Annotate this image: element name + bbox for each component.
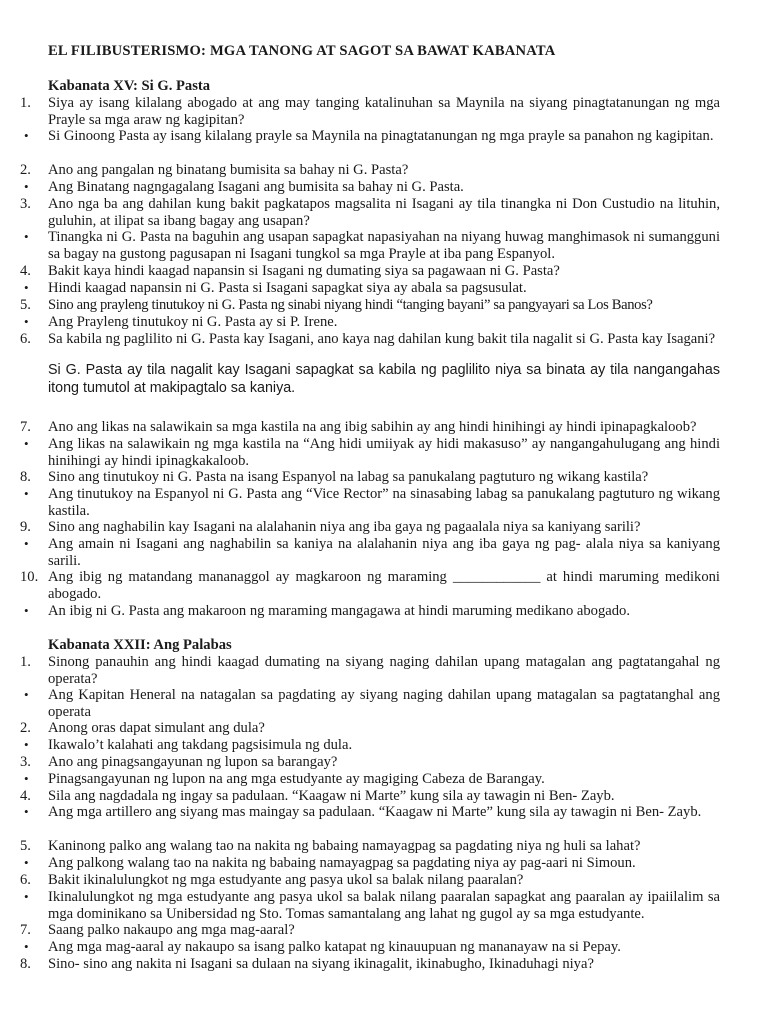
question-item: [20, 956, 720, 973]
list-marker: 4.: [20, 788, 31, 804]
list-marker: 5.: [20, 838, 31, 854]
bullet-icon: •: [24, 687, 29, 702]
question-item: [20, 95, 720, 129]
question-item: [20, 469, 720, 486]
answer-item: [20, 280, 720, 297]
question-item: [20, 720, 720, 737]
bullet-icon: •: [24, 314, 29, 329]
question-item: [20, 519, 720, 536]
question-text: Sa kabila ng paglilito ni G. Pasta kay Isagani, ano kaya nag dahilan kung bakit tila nagalit si G. Pasta kay Isagani?: [48, 331, 716, 347]
question-text: Kaninong palko ang walang tao na nakita ng babaing namayagpag sa pagdating niya ng huli sa lahat?: [48, 838, 641, 854]
list-marker: 2.: [20, 720, 31, 736]
answer-text: Tinangka ni G. Pasta na baguhin ang usapan sapagkat napasiyahan na niyang huwag manghimasok ni sumangguni sa bagay na gustong pagusapan ni Isagani tungkol sa mga Prayle at iba pang Espanyol.: [48, 229, 720, 262]
bullet-icon: •: [24, 855, 29, 870]
question-item: [20, 162, 720, 179]
answer-text: Ang Prayleng tinutukoy ni G. Pasta ay si P. Irene.: [48, 314, 338, 330]
bullet-icon: •: [24, 737, 29, 752]
list-marker: 1.: [20, 654, 31, 670]
question-text: Sino ang prayleng tinutukoy ni G. Pasta ng sinabi niyang hindi “tanging bayani” sa pangyayari sa Los Banos?: [48, 297, 653, 313]
list-marker: 10.: [20, 569, 39, 585]
answer-text: Si Ginoong Pasta ay isang kilalang prayle sa Maynila na pinagtatanungan ng mga prayle sa panahon ng kagipitan.: [48, 128, 714, 144]
answer-item: [20, 536, 720, 570]
question-item: [20, 297, 720, 314]
answer-item: [20, 603, 720, 620]
question-text: Ano ang pangalan ng binatang bumisita sa bahay ni G. Pasta?: [48, 162, 409, 178]
question-text: Ano nga ba ang dahilan kung bakit pagkatapos magsalita ni Isagani ay tila tinangka ni Don Custudio na lituhin, guluhin, at ilipat sa ibang bagay ang usapan?: [48, 196, 720, 229]
list-marker: 6.: [20, 331, 31, 347]
answer-item: [20, 804, 720, 821]
question-text: Sino ang naghabilin kay Isagani na alalahanin niya ang iba gaya ng pagaalala niya sa kaniyang sarili?: [48, 519, 641, 535]
question-item: [20, 654, 720, 688]
answer-text-6: Si G. Pasta ay tila nagalit kay Isagani sapagkat sa kabila ng paglilito niya sa binata ay tila nangangahas itong tumutol at makipagtalo sa kaniya.: [48, 362, 720, 396]
question-text: Sila ang nagdadala ng ingay sa padulaan. “Kaagaw ni Marte” kung sila ay tawagin ni Ben- Zayb.: [48, 788, 615, 804]
list-marker: 9.: [20, 519, 31, 535]
answer-item: [20, 939, 720, 956]
question-text: Sinong panauhin ang hindi kaagad dumating na siyang naging dahilan upang matagalan ang pagtatangahal ng operata?: [48, 654, 720, 687]
bullet-icon: •: [24, 804, 29, 819]
question-item: [20, 419, 720, 436]
answer-item: [20, 436, 720, 470]
question-item: [20, 331, 720, 348]
answer-text: Pinagsangayunan ng lupon na ang mga estudyante ay magiging Cabeza de Barangay.: [48, 771, 545, 787]
answer-text: Ang mga mag-aaral ay nakaupo sa isang palko katapat ng kinauupuan ng mananayaw na si Pepay.: [48, 939, 621, 955]
answer-text: Ang Binatang nagngagalang Isagani ang bumisita sa bahay ni G. Pasta.: [48, 179, 464, 195]
question-text: Saang palko nakaupo ang mga mag-aaral?: [48, 922, 295, 938]
answer-text: Ikawalo’t kalahati ang takdang pagsisimula ng dula.: [48, 737, 353, 753]
answer-text: Ikinalulungkot ng mga estudyante ang pasya ukol sa balak nilang paaralan sapagkat ang paaralan ay ipaiilalim sa mga dominikano sa Unibersidad ng Sto. Tomas samantalang ang lahat ng gugol ay sa mga estudyante.: [48, 889, 720, 922]
answer-text: Ang mga artillero ang siyang mas maingay sa padulaan. “Kaagaw ni Marte” kung sila ay tawagin ni Ben- Zayb.: [48, 804, 702, 820]
bullet-icon: •: [24, 939, 29, 954]
answer-item: [20, 889, 720, 923]
answer-item: [20, 314, 720, 331]
answer-item: [20, 771, 720, 788]
question-text: Ang ibig ng matandang mananaggol ay magkaroon ng maraming ____________ at hindi maruming medikoni abogado.: [48, 569, 720, 602]
list-marker: 6.: [20, 872, 31, 888]
list-marker: 2.: [20, 162, 31, 178]
list-marker: 5.: [20, 297, 31, 313]
answer-text: Ang likas na salawikain ng mga kastila na “Ang hidi umiiyak ay hidi makasuso” ay nangangahulugang ang hindi hinihingi ay hindi ipinagkakaloob.: [48, 436, 720, 469]
answer-text: An ibig ni G. Pasta ang makaroon ng maraming mangagawa at hindi maruming medikano abogado.: [48, 603, 630, 619]
list-marker: 3.: [20, 754, 31, 770]
answer-text: Ang Kapitan Heneral na natagalan sa pagdating ay siyang naging dahilan upang matagalan sa pagtatanghal ang operata: [48, 687, 720, 720]
answer-item: [20, 229, 720, 263]
bullet-icon: •: [24, 486, 29, 501]
question-text: Bakit ikinalulungkot ng mga estudyante ang pasya ukol sa balak nilang paaralan?: [48, 872, 524, 888]
bullet-icon: •: [24, 179, 29, 194]
bullet-icon: •: [24, 536, 29, 551]
question-text: Sino- sino ang nakita ni Isagani sa dulaan na siyang ikinagalit, ikinabugho, Ikinaduhagi niya?: [48, 956, 594, 972]
bullet-icon: •: [24, 128, 29, 143]
bullet-icon: •: [24, 280, 29, 295]
question-item: [20, 569, 720, 603]
question-text: Siya ay isang kilalang abogado at ang may tanging katalinuhan sa Maynila na siyang pinagtatanungan ng mga Prayle sa mga araw ng kagipitan?: [48, 95, 720, 128]
answer-item: [20, 687, 720, 721]
answer-text: Ang amain ni Isagani ang naghabilin sa kaniya na alalahanin niya ang iba gaya ng pag- alala niya sa kaniyang sarili.: [48, 536, 720, 569]
bullet-icon: •: [24, 889, 29, 904]
list-marker: 8.: [20, 469, 31, 485]
list-marker: 7.: [20, 419, 31, 435]
question-item: [20, 838, 720, 855]
answer-item: [20, 737, 720, 754]
question-text: Sino ang tinutukoy ni G. Pasta na isang Espanyol na labag sa panukalang pagtuturo ng wikang kastila?: [48, 469, 649, 485]
document-title: EL FILIBUSTERISMO: MGA TANONG AT SAGOT SA BAWAT KABANATA: [48, 43, 556, 59]
question-text: Bakit kaya hindi kaagad napansin si Isagani ng dumating siya sa pagawaan ni G. Pasta?: [48, 263, 560, 279]
answer-item: [20, 128, 720, 145]
bullet-icon: •: [24, 229, 29, 244]
list-marker: 4.: [20, 263, 31, 279]
question-text: Anong oras dapat simulant ang dula?: [48, 720, 265, 736]
list-marker: 7.: [20, 922, 31, 938]
question-item: [20, 754, 720, 771]
list-marker: 1.: [20, 95, 31, 111]
bullet-icon: •: [24, 603, 29, 618]
question-item: [20, 196, 720, 230]
question-text: Ano ang pinagsangayunan ng lupon sa barangay?: [48, 754, 338, 770]
question-item: [20, 872, 720, 889]
list-marker: 3.: [20, 196, 31, 212]
question-text: Ano ang likas na salawikain sa mga kastila na ang ibig sabihin ay ang hindi hinihingi ay hindi ipinapagkaloob?: [48, 419, 697, 435]
answer-item: [20, 855, 720, 872]
bullet-icon: •: [24, 771, 29, 786]
list-marker: 8.: [20, 956, 31, 972]
answer-text: Hindi kaagad napansin ni G. Pasta si Isagani sapagkat siya ay abala sa pagsusulat.: [48, 280, 527, 296]
question-item: [20, 788, 720, 805]
question-item: [20, 263, 720, 280]
question-item: [20, 922, 720, 939]
bullet-icon: •: [24, 436, 29, 451]
answer-text: Ang palkong walang tao na nakita ng babaing namayagpag sa pagdating niya ay pag-aari ni Simoun.: [48, 855, 636, 871]
section-heading-kabanata-15: Kabanata XV: Si G. Pasta: [48, 78, 211, 94]
answer-item: [20, 179, 720, 196]
answer-text: Ang tinutukoy na Espanyol ni G. Pasta ang “Vice Rector” na sinasabing labag sa panukalang pagtuturo ng wikang kastila.: [48, 486, 720, 519]
section-heading-kabanata-22: Kabanata XXII: Ang Palabas: [48, 637, 232, 653]
answer-item: [20, 486, 720, 520]
